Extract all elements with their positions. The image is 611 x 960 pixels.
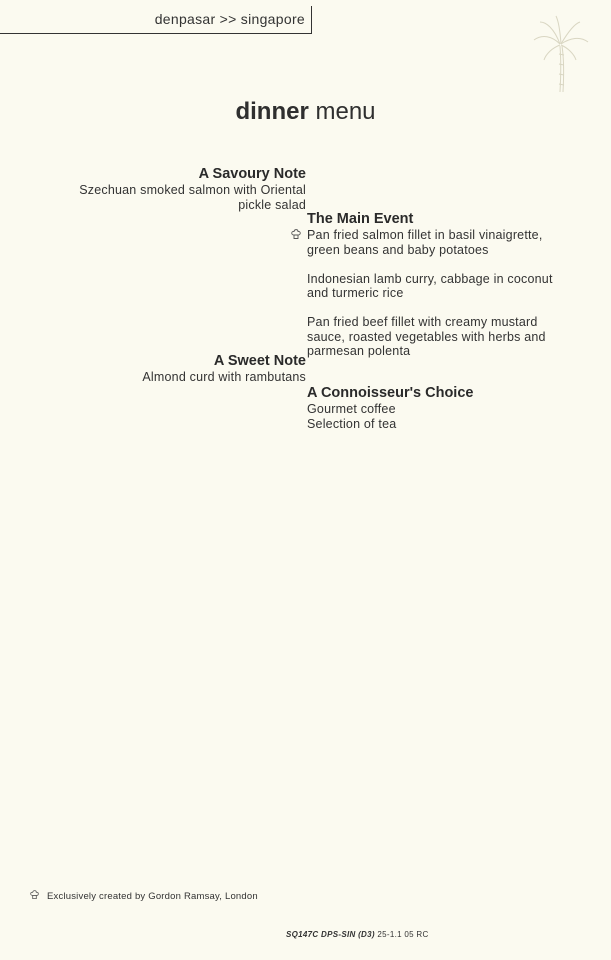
footer-note-text: Exclusively created by Gordon Ramsay, London <box>47 891 258 902</box>
main-item-3-line-3: parmesan polenta <box>307 344 411 358</box>
sweet-line-1: Almond curd with rambutans <box>142 370 306 384</box>
section-main <box>307 211 553 359</box>
main-item-1 <box>307 228 553 257</box>
section-heading-savoury: A Savoury Note <box>198 166 306 182</box>
main-item-2-line-2: and turmeric rice <box>307 286 404 300</box>
section-heading-main: The Main Event <box>307 211 414 227</box>
section-sweet <box>142 353 306 385</box>
menu-code <box>286 930 429 939</box>
main-item-1-line-2: green beans and baby potatoes <box>307 242 489 257</box>
savoury-line-1: Szechuan smoked salmon with Oriental <box>79 183 306 197</box>
main-item-2 <box>307 272 553 301</box>
main-item-3 <box>307 315 553 359</box>
footer-note <box>30 890 258 902</box>
main-item-2-line-1: Indonesian lamb curry, cabbage in coconut <box>307 271 553 286</box>
menu-code-rest: 25-1.1 05 RC <box>374 930 429 939</box>
menu-title-bold: dinner <box>235 98 309 125</box>
savoury-line-2: pickle salad <box>238 197 306 212</box>
connoisseur-line-1: Gourmet coffee <box>307 402 396 416</box>
main-item-1-line-1: Pan fried salmon fillet in basil vinaigrette, <box>307 228 543 242</box>
menu-code-flight: SQ147C DPS-SIN (D3) <box>286 930 375 939</box>
menu-title-rest: menu <box>308 98 376 125</box>
section-heading-sweet: A Sweet Note <box>213 353 306 369</box>
main-item-3-line-1: Pan fried beef fillet with creamy mustard <box>307 315 538 329</box>
section-connoisseur <box>307 385 473 431</box>
connoisseur-line-2: Selection of tea <box>307 416 397 431</box>
main-item-3-line-2: sauce, roasted vegetables with herbs and <box>307 329 546 344</box>
chef-hat-icon <box>30 890 39 900</box>
menu-title <box>0 98 611 126</box>
section-savoury <box>79 166 306 212</box>
route-header <box>0 6 312 34</box>
section-heading-connoisseur: A Connoisseur's Choice <box>307 385 474 401</box>
chef-hat-icon <box>291 229 301 240</box>
route-text: denpasar >> singapore <box>154 11 305 27</box>
palm-tree-icon <box>530 14 590 94</box>
